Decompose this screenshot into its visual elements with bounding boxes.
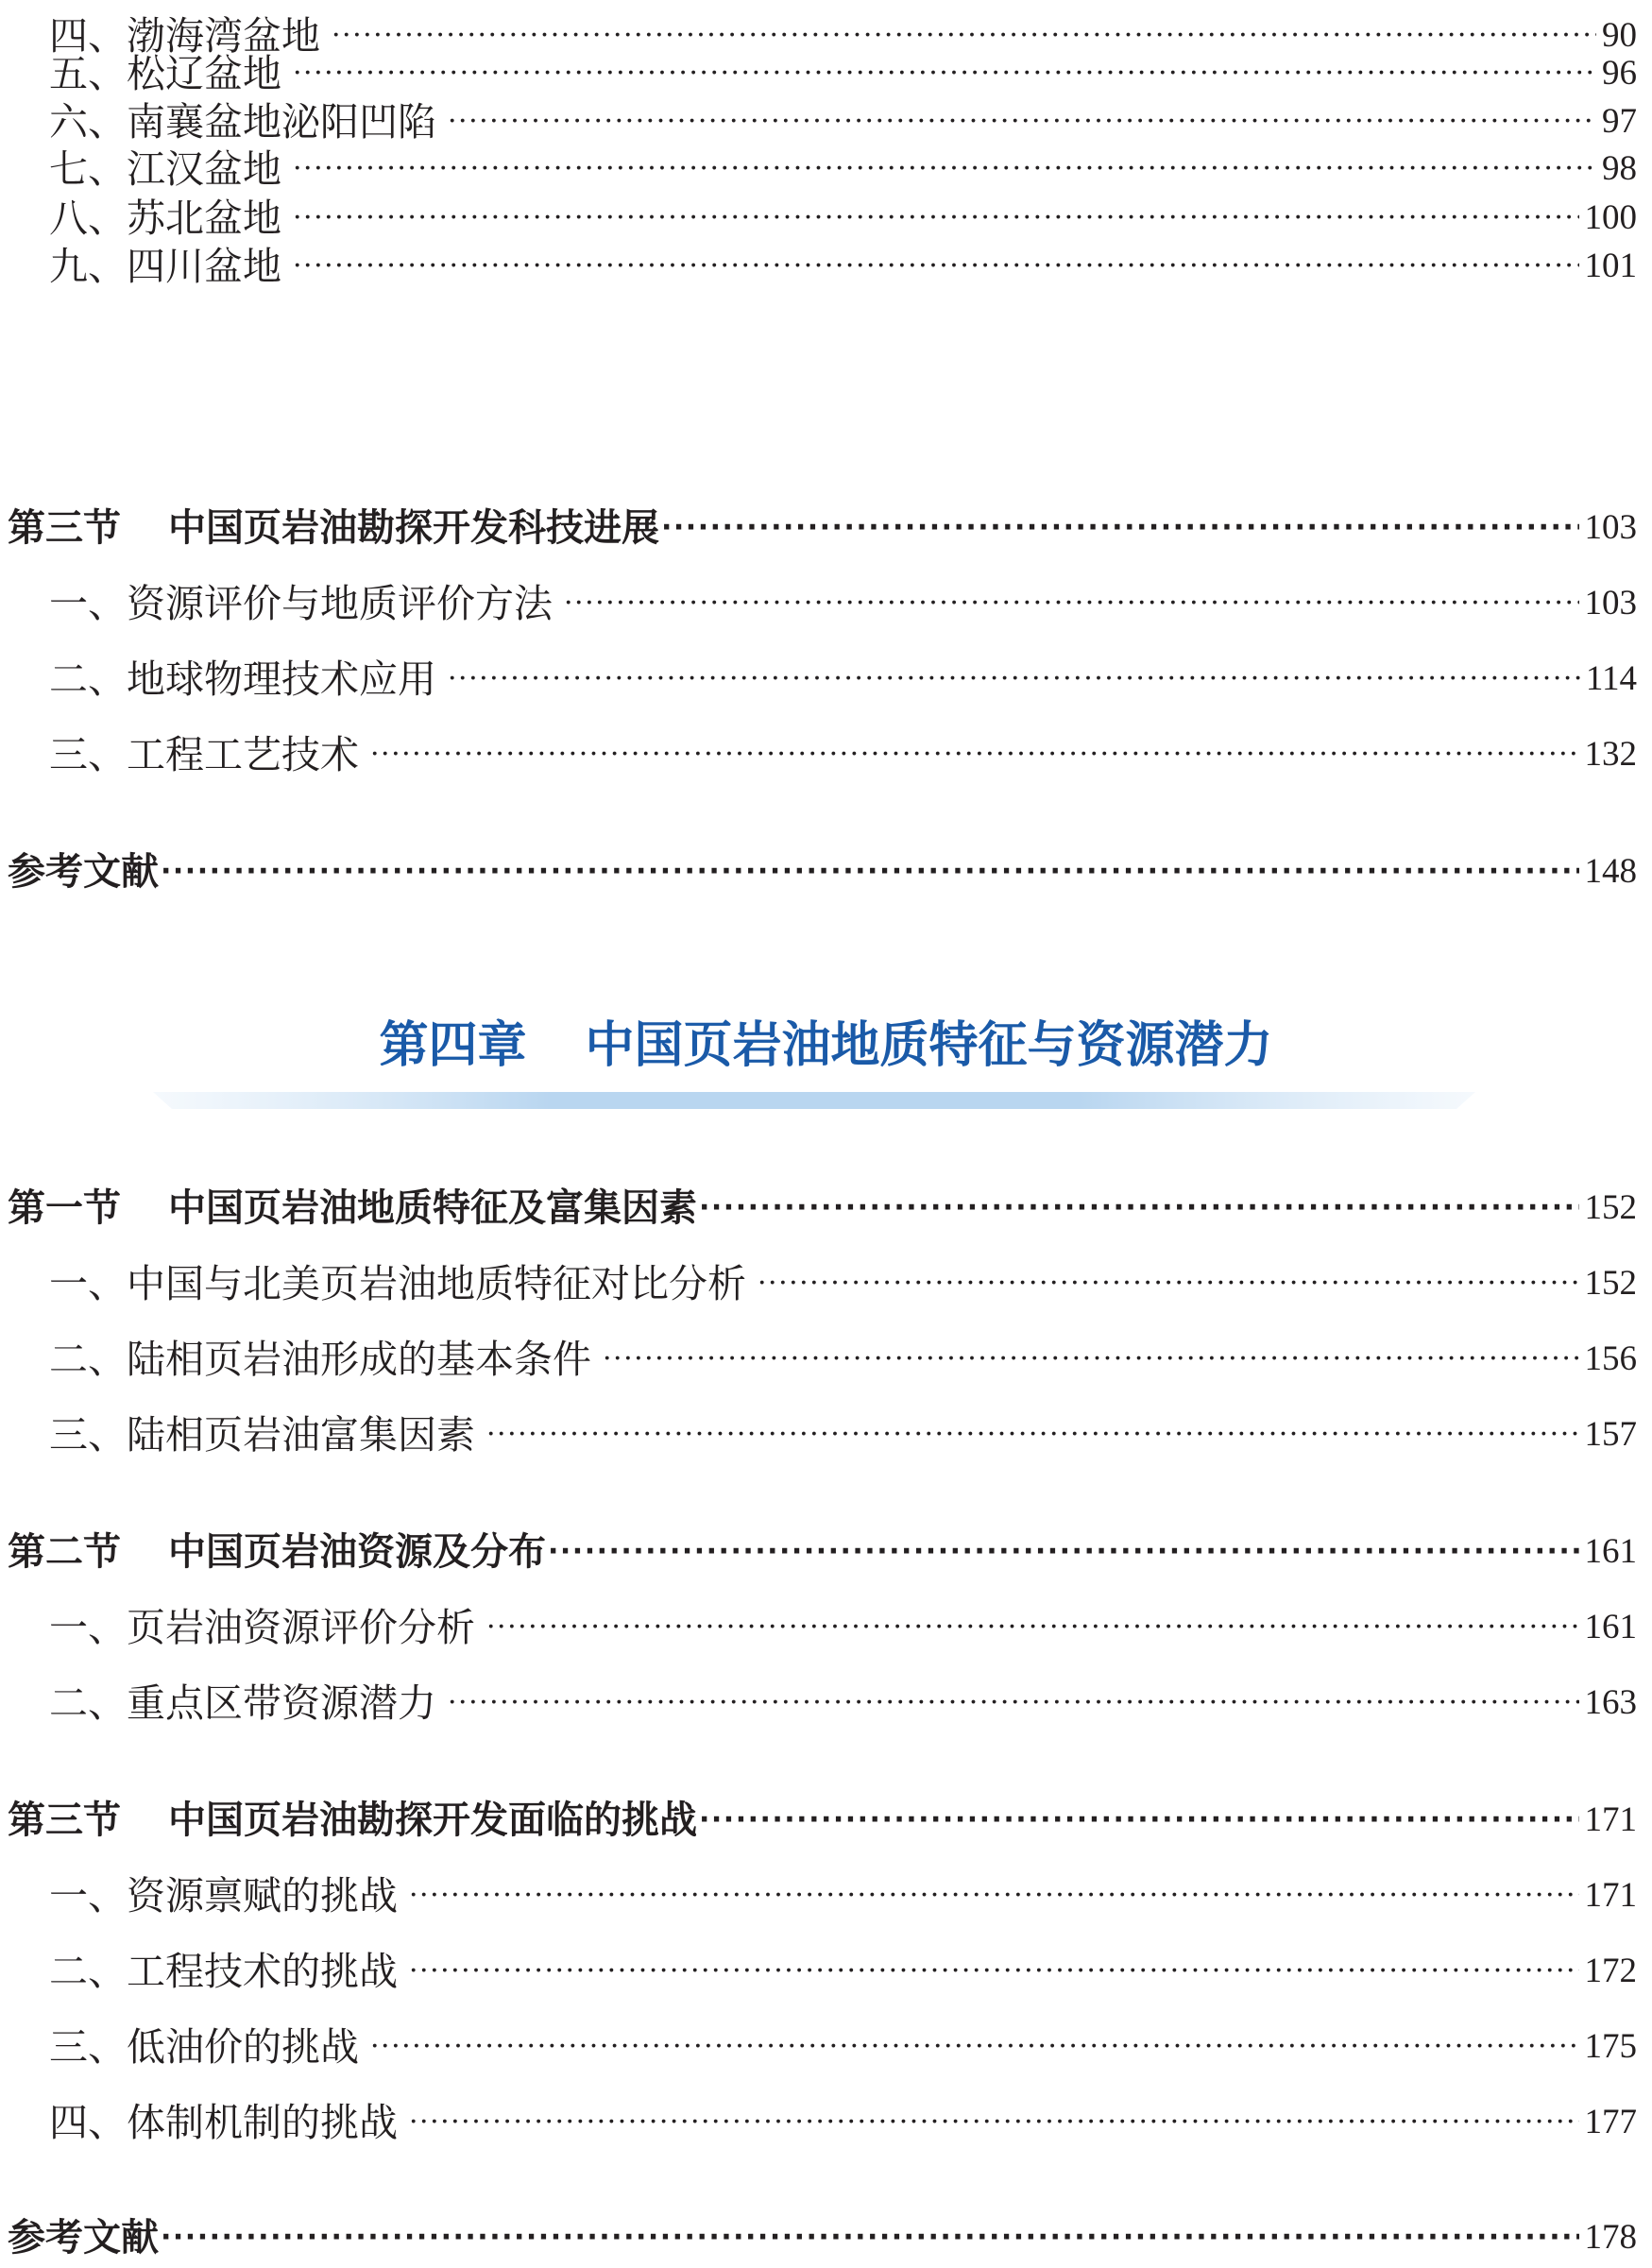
toc-item-label: 五、松辽盆地	[49, 51, 281, 96]
toc-section-label	[8, 500, 659, 556]
chapter-heading	[0, 1003, 1652, 1088]
toc-item[interactable]	[49, 238, 1637, 295]
references-page: 148	[1584, 852, 1637, 891]
toc-item[interactable]	[49, 1331, 1637, 1388]
chapter-title: 中国页岩油地质特征与资源潜力	[585, 1016, 1273, 1074]
dot-leader	[293, 141, 1596, 197]
toc-section[interactable]	[8, 500, 1637, 556]
toc-item-label: 二、重点区带资源潜力	[49, 1680, 436, 1726]
toc-item-page: 156	[1584, 1339, 1637, 1378]
dot-leader	[486, 1407, 1579, 1463]
toc-item-label: 三、陆相页岩油富集因素	[49, 1412, 475, 1458]
toc-item[interactable]	[49, 1255, 1637, 1312]
toc-section[interactable]	[8, 1180, 1637, 1236]
toc-item-label: 三、工程工艺技术	[49, 732, 359, 777]
toc-item-page: 97	[1602, 102, 1637, 141]
dot-leader	[661, 500, 1579, 556]
dot-leader	[758, 1255, 1579, 1312]
dot-leader	[448, 651, 1580, 708]
dot-leader	[409, 1867, 1579, 1924]
toc-section-page: 152	[1584, 1188, 1637, 1227]
dot-leader	[293, 238, 1579, 295]
toc-item-label: 七、江汉盆地	[49, 146, 281, 192]
toc-item-page: 101	[1584, 247, 1637, 285]
toc-section-label	[8, 1792, 697, 1849]
toc-item-label: 一、资源评价与地质评价方法	[49, 581, 553, 626]
toc-item-label: 八、苏北盆地	[49, 196, 281, 241]
section-number: 第三节	[8, 1799, 121, 1842]
toc-item-page: 161	[1584, 1608, 1637, 1646]
toc-item-label: 四、渤海湾盆地	[49, 13, 320, 59]
toc-item-label: 二、工程技术的挑战	[49, 1949, 398, 1994]
toc-item[interactable]	[49, 1599, 1637, 1656]
section-title: 中国页岩油资源及分布	[168, 1530, 546, 1574]
toc-item-label: 一、资源禀赋的挑战	[49, 1873, 398, 1918]
toc-item-page: 163	[1584, 1683, 1637, 1722]
toc-section-page: 161	[1584, 1532, 1637, 1571]
toc-item[interactable]	[49, 726, 1637, 783]
toc-item-page: 132	[1584, 735, 1637, 774]
toc-item-page: 98	[1602, 149, 1637, 188]
dot-leader	[486, 1599, 1579, 1656]
toc-item-label: 二、地球物理技术应用	[49, 657, 436, 702]
toc-item-page: 114	[1585, 659, 1637, 698]
chapter-number: 第四章	[379, 1016, 527, 1074]
toc-item-label: 六、南襄盆地泌阳凹陷	[49, 99, 436, 145]
toc-references[interactable]	[8, 844, 1637, 900]
toc-references[interactable]	[8, 2209, 1637, 2266]
toc-item[interactable]	[49, 1407, 1637, 1463]
toc-item[interactable]	[49, 1867, 1637, 1924]
toc-section-page: 103	[1584, 508, 1637, 547]
dot-leader	[370, 2019, 1579, 2075]
dot-leader	[548, 1524, 1579, 1580]
toc-section-label	[8, 1524, 546, 1580]
toc-item-page: 90	[1602, 16, 1637, 55]
toc-item[interactable]	[49, 2019, 1637, 2075]
references-label: 参考文献	[8, 850, 159, 894]
toc-item-label: 九、四川盆地	[49, 244, 281, 289]
section-number: 第三节	[8, 506, 121, 550]
dot-leader	[409, 1943, 1579, 2000]
toc-item-page: 171	[1584, 1876, 1637, 1915]
section-title: 中国页岩油勘探开发面临的挑战	[168, 1799, 697, 1842]
dot-leader	[409, 2094, 1579, 2151]
dot-leader	[370, 726, 1579, 783]
references-page: 178	[1584, 2218, 1637, 2257]
dot-leader	[564, 575, 1579, 632]
toc-section-label	[8, 1180, 697, 1236]
references-label: 参考文献	[8, 2216, 159, 2259]
dot-leader	[699, 1180, 1579, 1236]
toc-section[interactable]	[8, 1792, 1637, 1849]
toc-item-page: 100	[1584, 198, 1637, 237]
dot-leader	[603, 1331, 1579, 1388]
section-title: 中国页岩油地质特征及富集因素	[168, 1186, 697, 1230]
toc-item-page: 103	[1584, 584, 1637, 622]
toc-item[interactable]	[49, 2094, 1637, 2151]
toc-section-page: 171	[1584, 1800, 1637, 1839]
toc-item-label: 二、陆相页岩油形成的基本条件	[49, 1337, 591, 1382]
toc-item[interactable]	[49, 575, 1637, 632]
dot-leader	[448, 1675, 1579, 1731]
toc-item-page: 157	[1584, 1415, 1637, 1454]
section-title: 中国页岩油勘探开发科技进展	[168, 506, 659, 550]
toc-item[interactable]	[49, 141, 1637, 197]
dot-leader	[699, 1792, 1579, 1849]
dot-leader	[161, 2209, 1579, 2266]
toc-item-page: 172	[1584, 1952, 1637, 1990]
toc-item[interactable]	[49, 1675, 1637, 1731]
toc-item-page: 96	[1602, 54, 1637, 93]
toc-item-page: 175	[1584, 2027, 1637, 2066]
toc-item-page: 152	[1584, 1264, 1637, 1303]
toc-item[interactable]	[49, 651, 1637, 708]
toc-item-page: 177	[1584, 2103, 1637, 2141]
toc-item-label: 四、体制机制的挑战	[49, 2100, 398, 2145]
toc-item-label: 三、低油价的挑战	[49, 2024, 359, 2070]
section-number: 第二节	[8, 1530, 121, 1574]
section-number: 第一节	[8, 1186, 121, 1230]
chapter-underline-decoration	[153, 1088, 1475, 1111]
toc-item-label: 一、页岩油资源评价分析	[49, 1605, 475, 1650]
toc-item[interactable]	[49, 1943, 1637, 2000]
toc-section[interactable]	[8, 1524, 1637, 1580]
dot-leader	[161, 844, 1579, 900]
toc-item-label: 一、中国与北美页岩油地质特征对比分析	[49, 1261, 746, 1306]
